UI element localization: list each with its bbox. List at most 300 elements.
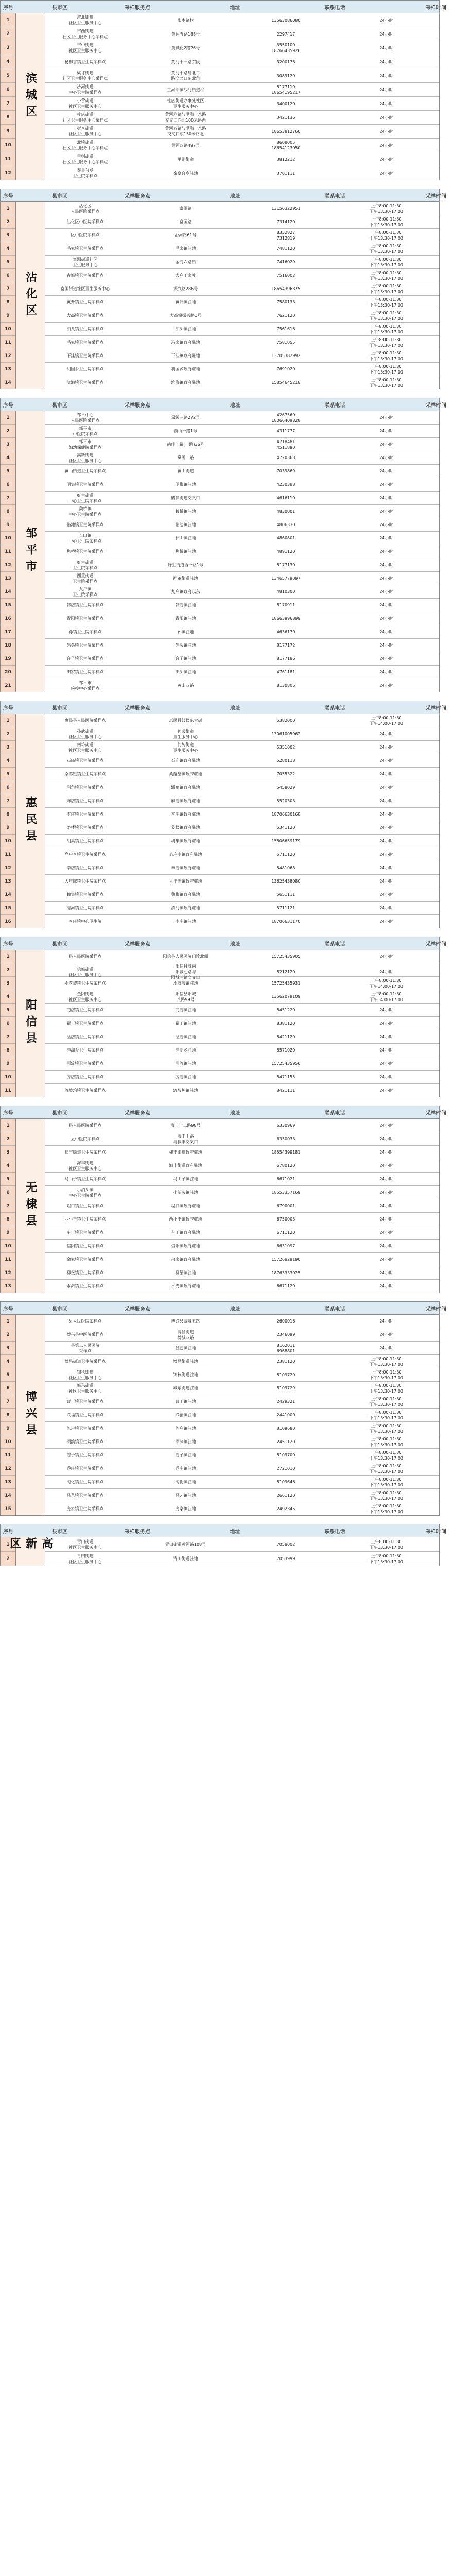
table-row [45,215,439,229]
site-name: 韩店镇卫生院采样点 [66,603,104,607]
header-phone: 联系电话 [324,1110,345,1116]
site-name: 乔庄镇卫生院采样点 [66,1466,104,1471]
site-phone: 5520303 [276,799,295,803]
table-row [45,963,439,980]
table-row [45,425,439,438]
row-number: 10 [1,532,15,545]
district-cell [16,1119,45,1293]
row-number: 6 [1,1186,15,1199]
header-time: 采样时间 [426,705,446,711]
sampling-time: 上午8:00-11:30 下午13:30-17:00 [370,297,403,308]
site-name: 青田街道 社区卫生服务中心 [68,1553,102,1564]
site-phone: 6780120 [276,1163,295,1168]
district-name: 邹平市 [24,527,37,577]
header-district: 县市区 [52,1529,67,1535]
table-row [45,821,439,835]
table-row [45,727,439,741]
table-row [45,1382,439,1395]
table-row [45,1435,439,1449]
number-column [1,950,16,1097]
table-row [45,438,439,451]
site-name: 洋湖乡卫生院采样点 [66,1048,104,1053]
header-phone: 联系电话 [324,1306,345,1312]
row-number: 2 [1,215,15,229]
site-name: 魏桥镇 中心卫生院采样点 [68,506,102,517]
site-address: 青田街道黄河路108号 [165,1542,206,1547]
sampling-time: 24小时 [379,576,393,581]
site-phone: 7053999 [276,1556,295,1561]
table-row [45,69,439,83]
site-phone: 18654396375 [271,286,301,291]
table-row [45,229,439,242]
site-name: 里则街道 社区卫生服务中心采样点 [62,154,108,164]
site-address: 阳信县阳城 八路99号 [175,991,196,1002]
row-number: 5 [1,69,15,83]
row-number: 9 [1,125,15,139]
table-row [45,1132,439,1146]
site-phone: 3400120 [276,101,295,106]
site-name: 吕艺镇卫生院采样点 [66,1493,104,1498]
row-number: 11 [1,1253,15,1266]
site-address: 魏集镇政府驻地 [171,892,200,897]
site-name: 埕口镇卫生院采样点 [66,1204,104,1208]
site-phone: 15854645218 [271,380,301,385]
site-phone: 8109720 [276,1372,295,1377]
table-body [1,714,439,928]
site-address: 博昌街道 博城四路 [177,1329,194,1340]
site-name: 胡集镇卫生院采样点 [66,839,104,843]
site-name: 庞家镇卫生院采样点 [66,1506,104,1511]
sampling-time: 24小时 [379,429,393,433]
site-name: 孙武街道 社区卫生服务中心 [68,728,102,739]
site-address: 淄角镇政府驻地 [171,785,200,790]
site-phone: 8177186 [276,656,295,661]
row-number: 4 [1,55,15,69]
site-name: 码头镇卫生院采样点 [66,643,104,648]
header-phone: 联系电话 [324,193,345,199]
row-number: 7 [1,282,15,296]
site-phone: 8571020 [276,1048,295,1053]
site-phone: 8451220 [276,1008,295,1012]
sampling-time: 24小时 [379,1021,393,1026]
site-address: 石庙镇政府驻地 [171,758,200,763]
district-table [0,398,446,692]
table-row [45,1071,439,1084]
site-name: 县人民医院采样点 [68,1319,102,1324]
sampling-time: 24小时 [379,442,393,447]
sampling-time: 24小时 [379,603,393,607]
site-phone: 13625438080 [271,879,301,884]
site-address: 西小王镇政府驻地 [169,1217,202,1222]
site-address: 鹤伴一路(一路)36号 [167,442,204,447]
sampling-time: 上午8:00-11:30 下午13:30-17:00 [370,337,403,348]
site-address: 海丰街道政府驻地 [169,1163,202,1168]
header-addr: 地址 [230,193,240,199]
site-address: 临池镇驻地 [175,522,196,527]
row-number: 5 [1,768,15,781]
row-number: 20 [1,666,15,679]
site-name: 淄角镇卫生院采样点 [66,785,104,790]
site-address: 埕口镇政府驻地 [171,1204,200,1208]
sampling-time: 24小时 [379,1177,393,1181]
district-table [0,937,446,1097]
row-number: 9 [1,821,15,835]
site-address: 小泊头镇驻地 [173,1190,198,1195]
site-phone: 8177172 [276,643,295,648]
row-number: 1 [1,714,15,727]
site-phone: 8421120 [276,1035,295,1039]
sampling-time: 24小时 [379,906,393,910]
site-phone: 7516002 [276,273,295,278]
site-name: 临池镇卫生院采样点 [66,522,104,527]
site-name: 柳堡镇卫生院采样点 [66,1270,104,1275]
site-address: 冯家镇政府驻地 [171,340,200,345]
row-number: 5 [1,1004,15,1017]
sampling-time: 24小时 [379,799,393,803]
site-name: 邹平市 中医院采样点 [73,426,98,436]
site-name: 杜店街道 社区卫生服务中心采样点 [62,112,108,123]
number-column [1,411,16,692]
sampling-time: 上午8:00-11:30 下午14:00-17:00 [370,991,403,1002]
site-name: 古城镇卫生院采样点 [66,273,104,278]
table-row [45,1355,439,1368]
row-number: 3 [1,1342,15,1355]
rows-container [45,1537,439,1566]
site-name: 清河镇卫生院采样点 [66,906,104,910]
table-row [45,323,439,336]
site-name: 余家镇卫生院采样点 [66,1257,104,1262]
table-row [45,1253,439,1266]
site-address: 明集镇驻地 [175,482,196,487]
site-address: 三河湖镇沙河街道村 [167,87,204,92]
site-address: 庞家镇驻地 [175,1506,196,1511]
site-address: 余家镇政府驻地 [171,1257,200,1262]
row-number: 13 [1,1476,15,1489]
district-cell [16,411,45,692]
row-number: 17 [1,625,15,639]
site-name: 李庄镇卫生院采样点 [66,812,104,817]
site-name: 小营街道 社区卫生服务中心 [68,98,102,109]
row-number: 3 [1,741,15,754]
site-address: 青阳镇驻地 [175,616,196,621]
table-row [45,1537,439,1552]
row-number: 7 [1,97,15,111]
site-name: 滨北街道 社区卫生服务中心 [68,15,102,25]
header-no: 序号 [3,705,13,711]
sampling-time: 24小时 [379,469,393,473]
site-phone: 18553357169 [271,1190,301,1195]
row-number: 2 [1,27,15,41]
site-name: 温店镇卫生院采样点 [66,1035,104,1039]
site-phone: 15725435931 [271,981,301,986]
site-name: 辛店镇卫生院采样点 [66,866,104,870]
table-row [45,532,439,545]
site-name: 黄山街道卫生院采样点 [64,469,106,473]
header-time: 采样时间 [426,1306,446,1312]
sampling-time: 24小时 [379,879,393,884]
site-address: 黄河十一路东段 [171,59,200,64]
row-number: 7 [1,1395,15,1409]
site-address: 黄河六路与渤海十八路 交叉口向北100米路西 [165,112,206,123]
site-phone: 7058002 [276,1542,295,1547]
table-row [45,639,439,652]
site-name: 海丰街道 社区卫生服务中心 [68,1160,102,1171]
district-cell [16,13,45,180]
sampling-time: 24小时 [379,73,393,78]
site-address: 曹王镇驻地 [175,1399,196,1404]
table-row [45,915,439,928]
table-row [45,505,439,518]
table-row [45,861,439,875]
site-phone: 2721010 [276,1466,295,1471]
sampling-time: 24小时 [379,954,393,959]
site-address: 好生街道西一路1号 [167,563,204,567]
site-address: 秦皇台乡驻地 [173,171,198,176]
table-row [45,558,439,572]
site-name: 大高镇卫生院采样点 [66,313,104,318]
site-name: 孙镇卫生院采样点 [68,630,102,634]
row-number: 21 [5,683,11,688]
row-number: 8 [1,1409,15,1422]
site-address: 青田街道驻地 [173,1556,198,1561]
sampling-time: 24小时 [379,1332,393,1337]
site-name: 陈户镇卫生院采样点 [66,1426,104,1431]
table-header [1,1106,446,1119]
site-address: 店子镇驻地 [175,1453,196,1458]
district-cell [16,202,45,389]
row-number: 8 [1,1213,15,1226]
table-row [45,1552,439,1566]
table-row [45,1213,439,1226]
sampling-time: 上午8:00-11:30 下午14:00-17:00 [370,978,403,989]
header-no: 序号 [3,941,13,947]
row-number: 6 [1,83,15,97]
header-time: 采样时间 [426,193,446,199]
site-address: 黄升镇驻地 [175,300,196,304]
table-row [45,1476,439,1489]
row-number: 3 [1,438,15,451]
row-number: 15 [1,902,15,915]
row-number: 4 [1,990,15,1004]
table-row [45,1186,439,1199]
row-number: 11 [1,545,15,558]
header-addr: 地址 [230,402,240,409]
table-row [45,1004,439,1017]
row-number: 9 [1,1057,15,1071]
sampling-time: 24小时 [379,670,393,674]
site-phone: 8109680 [276,1426,295,1431]
row-number: 5 [1,465,15,478]
table-row [45,83,439,97]
row-number: 1 [1,13,15,27]
table-header [1,398,446,411]
row-number: 5 [1,1173,15,1186]
site-address: 黄河四路497号 [171,143,200,148]
sampling-time: 上午8:00-11:30 下午13:30-17:00 [370,350,403,361]
site-phone: 13563086080 [271,18,301,23]
site-phone: 5711121 [276,906,295,910]
site-name: 下洼镇卫生院采样点 [66,353,104,358]
site-name: 邹平市 疾控中心采样点 [71,680,100,691]
site-name: 好生街道 卫生院采样点 [73,560,98,570]
number-column [1,1315,16,1515]
district-cell [16,1315,45,1515]
site-address: 阳信县人民医院门诊北侧 [163,954,208,959]
site-phone: 7314120 [276,219,295,224]
table-row [45,111,439,125]
sampling-time: 上午8:00-11:30 下午13:30-17:00 [370,1369,403,1380]
sampling-time: 24小时 [379,919,393,924]
site-address: 信阳镇政府驻地 [171,1244,200,1248]
sampling-time: 24小时 [379,616,393,621]
sampling-time: 24小时 [379,758,393,763]
row-number: 4 [1,451,15,465]
row-number: 12 [1,861,15,875]
site-phone: 5458029 [276,785,295,790]
site-phone: 4891120 [276,549,295,554]
sampling-time: 24小时 [379,785,393,790]
site-name: 利国乡卫生院采样点 [66,367,104,371]
site-phone: 2381120 [276,1359,295,1364]
row-number: 5 [1,1368,15,1382]
site-name: 湖滨镇卫生院采样点 [66,1439,104,1444]
site-name: 邹平市 妇幼保健院采样点 [68,439,102,450]
table-header [1,937,446,950]
site-name: 区中医院采样点 [71,233,100,238]
sampling-time: 24小时 [379,59,393,64]
table-row [45,1173,439,1186]
sampling-time: 上午8:00-11:30 下午13:30-17:00 [370,1503,403,1514]
header-addr: 地址 [230,5,240,11]
table-row [45,1395,439,1409]
table-row [45,1199,439,1213]
site-name: 西董街道 卫生院采样点 [73,573,98,584]
site-name: 马山子镇卫生院采样点 [64,1177,106,1181]
site-name: 麻店镇卫生院采样点 [66,799,104,803]
table-row [45,411,439,425]
table-body [1,411,439,692]
site-name: 城东街道 社区卫生服务中心 [68,1383,102,1394]
row-number: 8 [1,505,15,518]
row-number: 15 [5,1506,11,1512]
site-phone: 2451120 [276,1439,295,1444]
site-name: 富国街道社区卫生服务中心 [60,286,110,291]
table-row [45,349,439,363]
header-district: 县市区 [52,193,67,199]
site-address: 李庄镇政府驻地 [171,812,200,817]
header-time: 采样时间 [426,1110,446,1116]
header-phone: 联系电话 [324,941,345,947]
site-name: 姜楼镇卫生院采样点 [66,825,104,830]
site-phone: 4718481 4511890 [276,439,295,450]
site-name: 桑落墅镇卫生院采样点 [64,772,106,776]
site-phone: 13562079109 [271,994,301,999]
site-address: 大户王家社 [175,273,196,278]
site-address: 李庄镇驻地 [175,919,196,924]
rows-container [45,202,439,389]
site-name: 锦秋街道 社区卫生服务中心 [68,1369,102,1380]
row-number: 10 [1,835,15,848]
sampling-time: 24小时 [379,101,393,106]
site-name: 小泊头镇 中心卫生院采样点 [68,1187,102,1198]
row-number: 13 [1,572,15,585]
rows-container [45,13,439,180]
site-phone: 4810300 [276,589,295,594]
site-phone: 8421111 [276,1088,295,1093]
site-address: 商店镇驻地 [175,1008,196,1012]
site-phone: 6330033 [276,1137,295,1141]
site-phone: 5351002 [276,745,295,750]
sampling-time: 24小时 [379,589,393,594]
site-address: 富源路 [179,206,192,211]
row-number: 6 [1,1017,15,1030]
table-row [45,902,439,915]
site-phone: 7580133 [276,300,295,304]
sampling-time: 24小时 [379,1035,393,1039]
sampling-time: 24小时 [379,892,393,897]
site-name: 县第二人民医院 采样点 [71,1343,100,1353]
site-phone: 6750003 [276,1217,295,1222]
site-name: 店子镇卫生院采样点 [66,1453,104,1458]
header-addr: 地址 [230,1306,240,1312]
table-row [45,1328,439,1342]
site-phone: 4761181 [276,670,295,674]
sampling-time: 上午8:00-11:30 下午13:30-17:00 [370,1539,403,1550]
table-row [45,781,439,794]
site-address: 乔庄镇驻地 [175,1466,196,1471]
number-column [1,1119,16,1293]
table-row [45,13,439,27]
site-address: 吕艺镇驻地 [175,1493,196,1498]
site-phone: 7039869 [276,469,295,473]
table-row [45,97,439,111]
district-name: 高新区 [8,1537,53,1554]
site-address: 滨海镇政府驻地 [171,380,200,385]
header-time: 采样时间 [426,941,446,947]
sampling-time: 24小时 [379,1150,393,1155]
table-row [45,55,439,69]
sampling-time: 24小时 [379,656,393,661]
site-phone: 3200176 [276,59,295,64]
header-no: 序号 [3,1529,13,1535]
header-site: 采样服务点 [125,5,150,11]
site-name: 翟王镇卫生院采样点 [66,1021,104,1026]
site-name: 焦桥镇卫生院采样点 [66,549,104,554]
row-number: 9 [1,1422,15,1435]
site-address: 黄山四路 [177,683,194,688]
table-row [45,808,439,821]
row-number: 1 [1,950,15,963]
site-name: 田家镇卫生院采样点 [66,670,104,674]
site-address: 清河镇政府驻地 [171,906,200,910]
site-phone: 5341120 [276,825,295,830]
site-name: 泊头镇卫生院采样点 [66,327,104,331]
sampling-time: 24小时 [379,643,393,648]
site-phone: 3812212 [276,157,295,162]
site-address: 辛店镇政府驻地 [171,866,200,870]
site-phone: 4616110 [276,496,295,500]
sampling-time: 24小时 [379,1048,393,1053]
row-number: 3 [1,41,15,55]
row-number: 9 [1,518,15,532]
table-row [45,1502,439,1515]
site-address: 博昌街道驻地 [173,1359,198,1364]
site-phone: 2346099 [276,1332,295,1337]
site-phone: 4311777 [276,429,295,433]
table-row [45,309,439,323]
table-row [45,296,439,309]
site-name: 梁才街道 社区卫生服务中心采样点 [62,71,108,81]
